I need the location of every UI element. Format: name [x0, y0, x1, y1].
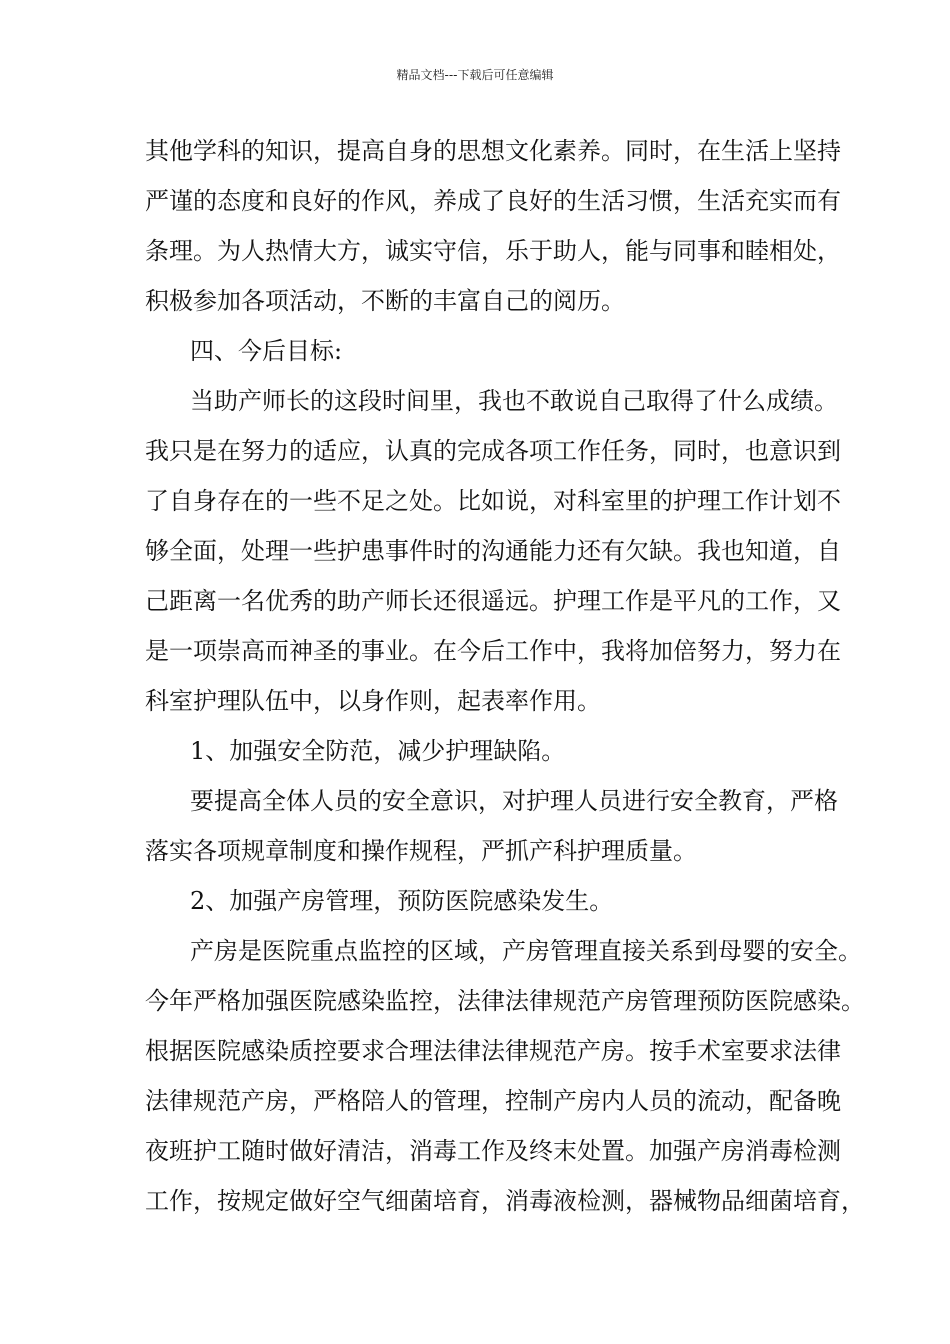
text-line: 科室护理队伍中，以身作则，起表率作用。	[145, 687, 601, 715]
text-line: 是一项崇高而神圣的事业。在今后工作中，我将加倍努力，努力在	[145, 637, 841, 665]
text-line: 当助产师长的这段时间里，我也不敢说自己取得了什么成绩。	[190, 387, 838, 415]
subsection-heading: 2、加强产房管理，预防医院感染发生。	[190, 887, 614, 915]
text-line: 己距离一名优秀的助产师长还很遥远。护理工作是平凡的工作，又	[145, 587, 841, 615]
text-line: 要提高全体人员的安全意识，对护理人员进行安全教育，严格	[190, 787, 838, 815]
text-line: 法律规范产房，严格陪人的管理，控制产房内人员的流动，配备晚	[145, 1087, 841, 1115]
text-line: 我只是在努力的适应，认真的完成各项工作任务，同时，也意识到	[145, 437, 841, 465]
subsection-heading: 1、加强安全防范，减少护理缺陷。	[190, 737, 566, 765]
text-line: 其他学科的知识，提高自身的思想文化素养。同时，在生活上坚持	[145, 137, 841, 165]
page-header: 精品文档---下载后可任意编辑	[396, 68, 554, 82]
text-line: 了自身存在的一些不足之处。比如说，对科室里的护理工作计划不	[145, 487, 841, 515]
text-line: 根据医院感染质控要求合理法律法律规范产房。按手术室要求法律	[145, 1037, 841, 1065]
text-line: 今年严格加强医院感染监控，法律法律规范产房管理预防医院感染。	[145, 987, 865, 1015]
text-line: 够全面，处理一些护患事件时的沟通能力还有欠缺。我也知道，自	[145, 537, 841, 565]
text-line: 产房是医院重点监控的区域，产房管理直接关系到母婴的安全。	[190, 937, 862, 965]
text-line: 条理。为人热情大方，诚实守信，乐于助人，能与同事和睦相处，	[145, 237, 841, 265]
text-line: 落实各项规章制度和操作规程，严抓产科护理质量。	[145, 837, 697, 865]
text-line: 严谨的态度和良好的作风，养成了良好的生活习惯，生活充实而有	[145, 187, 841, 215]
text-line: 工作，按规定做好空气细菌培育，消毒液检测，器械物品细菌培育，	[145, 1187, 865, 1215]
text-line: 夜班护工随时做好清洁，消毒工作及终末处置。加强产房消毒检测	[145, 1137, 841, 1165]
text-line: 积极参加各项活动，不断的丰富自己的阅历。	[145, 287, 625, 315]
section-heading: 四、今后目标:	[190, 337, 343, 365]
